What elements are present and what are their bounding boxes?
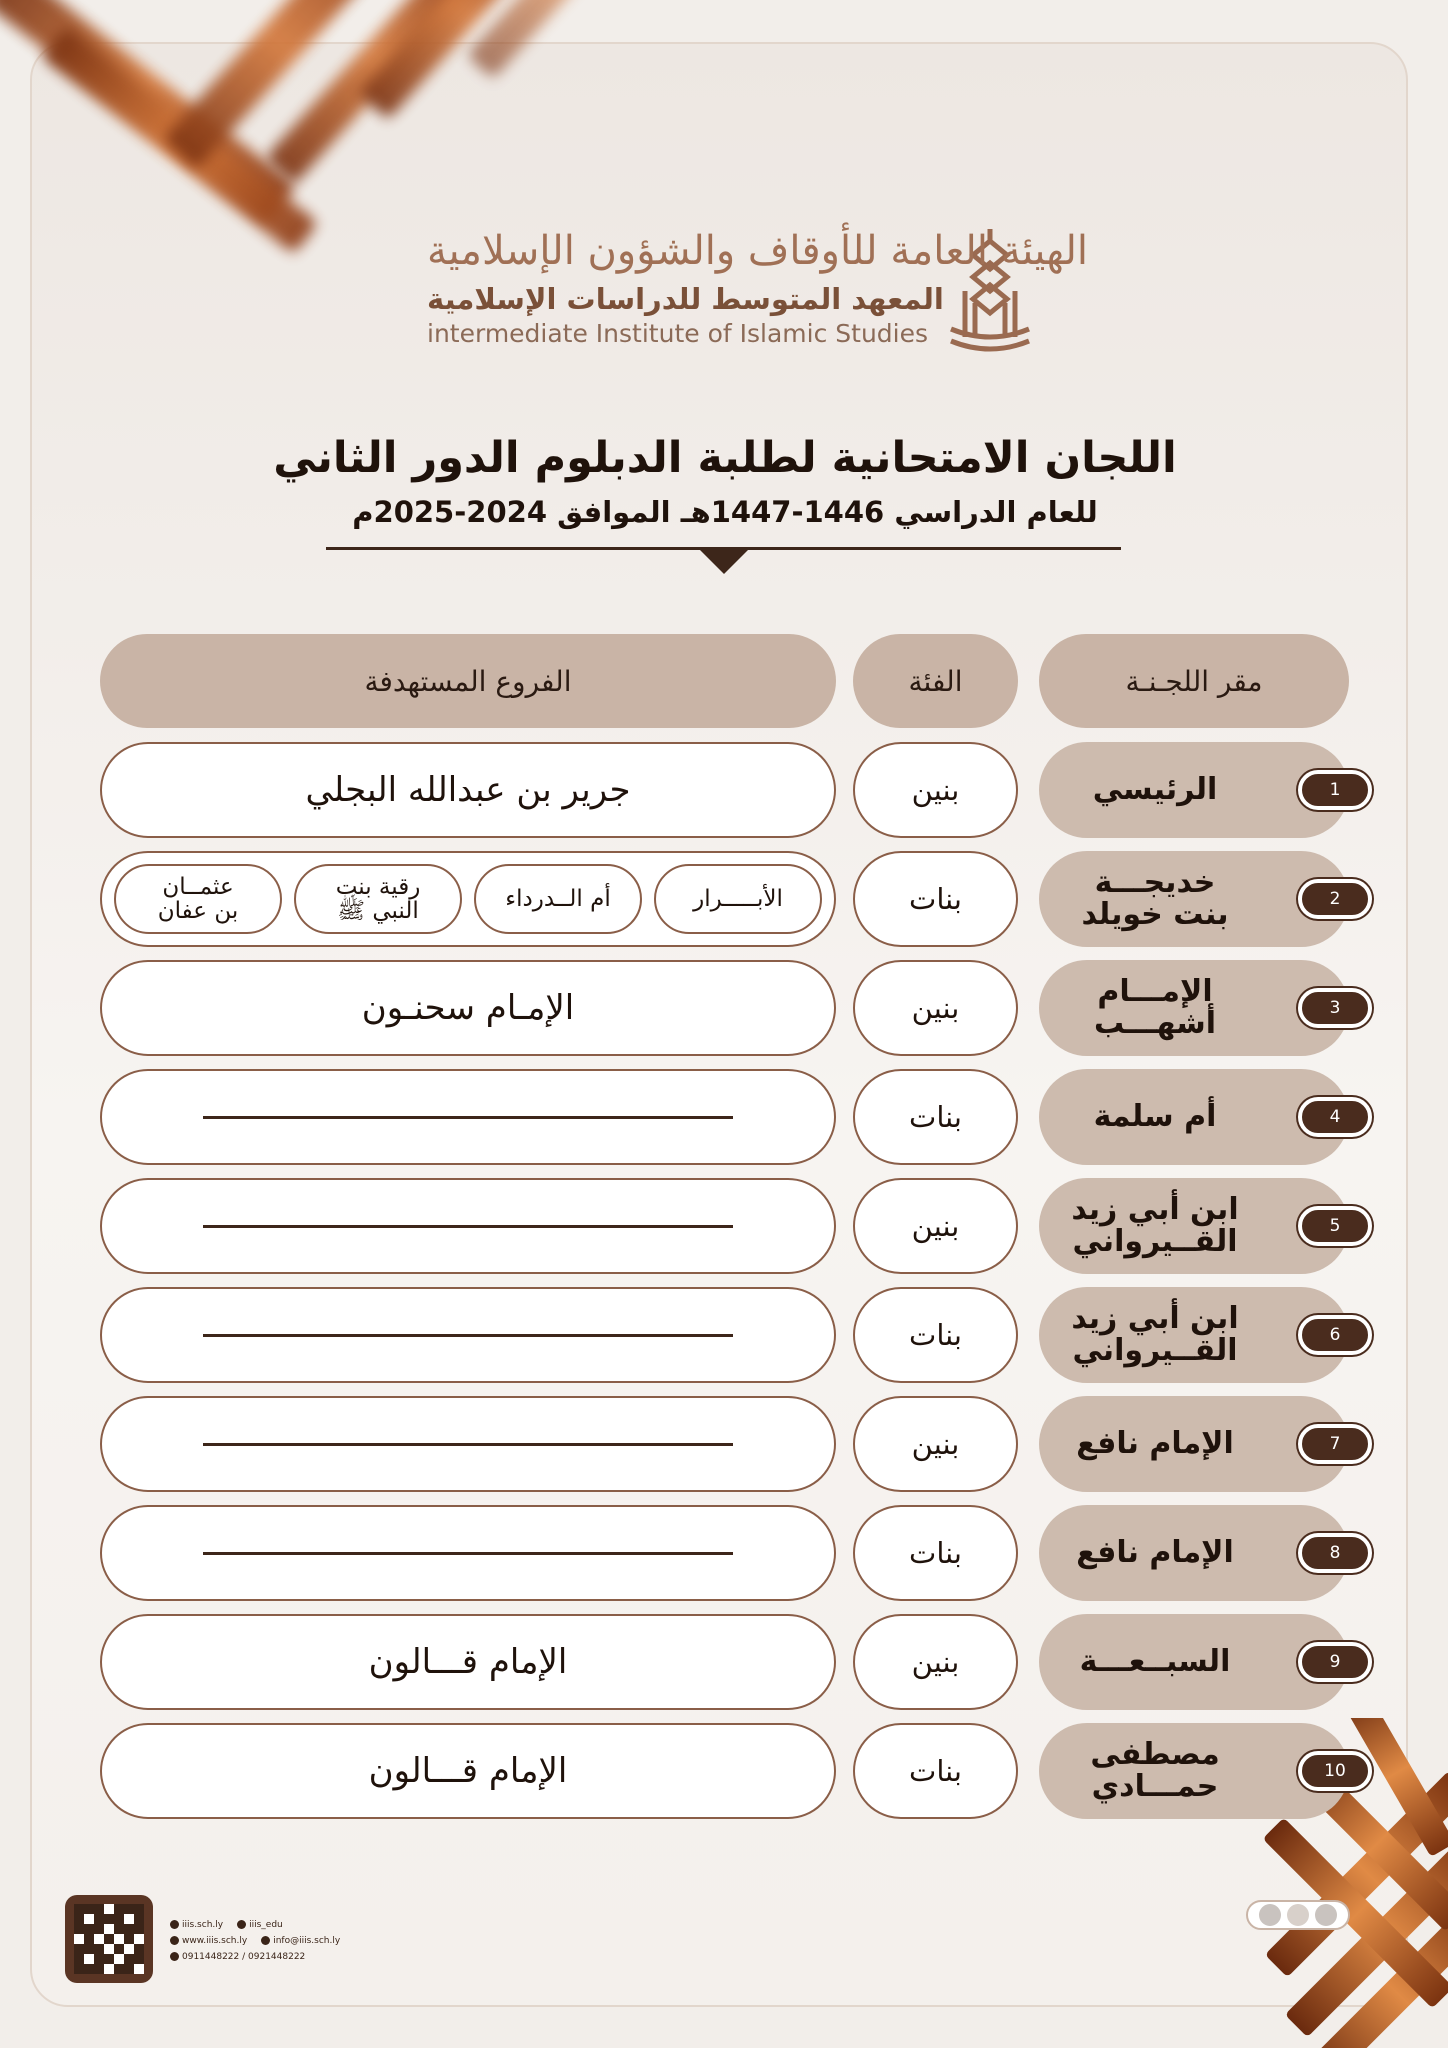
row-number-badge: 2 [1298,879,1372,919]
branch-cell [100,742,836,838]
table-row [0,1178,1448,1274]
table-row [0,1505,1448,1601]
mail-icon [261,1936,270,1945]
category-cell: بنين [853,1396,1018,1492]
category-cell: بنات [853,1505,1018,1601]
page-title: اللجان الامتحانية لطلبة الدبلوم الدور الثاني [273,433,1177,483]
branch-name: الإمام قـــالون [368,1751,568,1791]
header-site: مقر اللجـنـة [1039,634,1349,728]
table-row [0,851,1448,947]
branch-cell [100,1287,836,1383]
site-name: مصطفى حمـــادي [1090,1737,1220,1804]
row-number-badge: 3 [1298,988,1372,1028]
site-name: الإمام نافع [1076,1426,1234,1461]
authority-name: الهيئة العامة للأوقاف والشؤون الإسلامية [427,228,1089,274]
row-number-badge: 10 [1298,1751,1372,1791]
site-name: الإمـــام أشهـــب [1093,974,1217,1041]
branch-pill: عثمــان بن عفان [114,864,282,934]
site-name: ابن أبي زيد القــيرواني [1071,1192,1239,1259]
category-cell: بنات [853,1287,1018,1383]
site-name: خديجـــة بنت خويلد [1081,865,1229,932]
qr-code[interactable] [65,1895,153,1983]
indicator-dot [1287,1904,1309,1926]
website-link[interactable]: www.iiis.sch.ly [182,1936,248,1946]
institute-logo [415,222,1089,367]
empty-branch-line [203,1552,733,1555]
site-name: السبــعـــة [1079,1644,1231,1679]
globe-icon [170,1936,179,1945]
phone-numbers: 0911448222 / 0921448222 [182,1952,306,1962]
table-row [0,1069,1448,1165]
row-number-badge: 8 [1298,1533,1372,1573]
branch-name: جرير بن عبدالله البجلي [305,770,631,810]
institute-name-arabic: المعهد المتوسط للدراسات الإسلامية [427,282,944,316]
branch-cell [100,1396,836,1492]
table-row [0,1287,1448,1383]
branch-cell [100,1069,836,1165]
branch-pill: الأبـــــرار [654,864,822,934]
site-name: أم سلمة [1093,1099,1217,1134]
site-name: الإمام نافع [1076,1535,1234,1570]
indicator-dot [1259,1904,1281,1926]
branch-cell [100,1178,836,1274]
category-cell: بنات [853,1069,1018,1165]
branch-cell [100,1723,836,1819]
branch-cell [100,851,836,947]
contact-info [170,1917,340,1965]
row-number-badge: 4 [1298,1097,1372,1137]
header-category: الفئة [853,634,1018,728]
branch-pill: أم الــدرداء [474,864,642,934]
table-row [0,960,1448,1056]
header-branches: الفروع المستهدفة [100,634,836,728]
table-row [0,742,1448,838]
row-number-badge: 1 [1298,770,1372,810]
row-number-badge: 5 [1298,1206,1372,1246]
empty-branch-line [203,1225,733,1228]
site-name: ابن أبي زيد القــيرواني [1071,1301,1239,1368]
row-number-badge: 9 [1298,1642,1372,1682]
branch-cell [100,960,836,1056]
category-cell: بنين [853,1178,1018,1274]
table-row [0,1723,1448,1819]
phone-icon [170,1952,179,1961]
empty-branch-line [203,1443,733,1446]
telegram-handle[interactable]: iiis_edu [249,1920,283,1930]
branch-pill: رقية بنت النبي ﷺ [294,864,462,934]
branch-cell [100,1505,836,1601]
branch-cell [100,1614,836,1710]
row-number-badge: 6 [1298,1315,1372,1355]
category-cell: بنين [853,742,1018,838]
empty-branch-line [203,1334,733,1337]
category-cell: بنات [853,1723,1018,1819]
page-subtitle: للعام الدراسي 1446-1447هـ الموافق 2024-2025م [352,495,1098,529]
branch-name: الإمـام سحنـون [361,988,575,1028]
category-cell: بنات [853,851,1018,947]
table-row [0,1396,1448,1492]
telegram-icon [237,1920,246,1929]
table-row [0,1614,1448,1710]
empty-branch-line [203,1116,733,1119]
facebook-icon [170,1920,179,1929]
site-name: الرئيسي [1092,772,1218,807]
row-number-badge: 7 [1298,1424,1372,1464]
title-divider-notch [698,548,750,574]
category-cell: بنين [853,960,1018,1056]
email-link[interactable]: info@iiis.sch.ly [273,1936,341,1946]
facebook-handle[interactable]: iiis.sch.ly [182,1920,224,1930]
branch-name: الإمام قـــالون [368,1642,568,1682]
category-cell: بنين [853,1614,1018,1710]
indicator-dot [1315,1904,1337,1926]
page-indicator [1246,1900,1350,1930]
institute-name-english: intermediate Institute of Islamic Studies [427,319,929,348]
